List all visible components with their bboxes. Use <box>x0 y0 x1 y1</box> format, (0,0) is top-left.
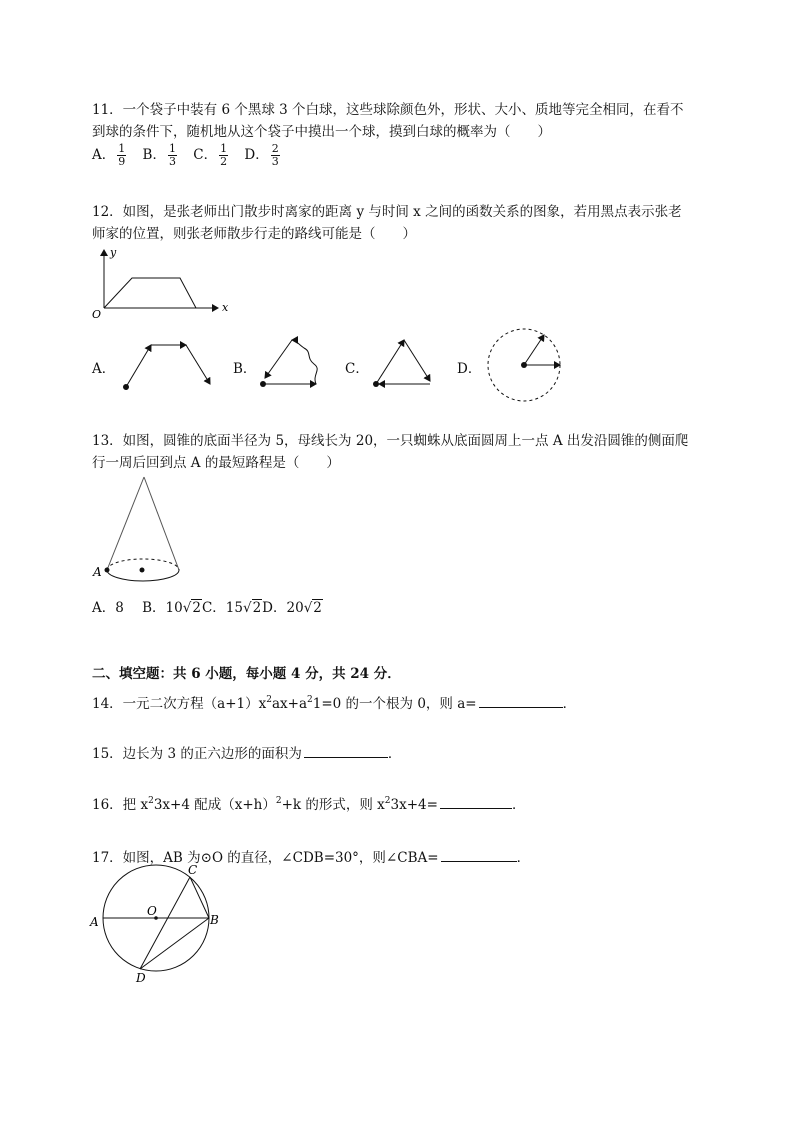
q13-line2: 行一周后回到点 A 的最短路程是（ ） <box>92 455 340 471</box>
point-a <box>105 568 110 573</box>
chord-db <box>140 918 209 969</box>
q13-option-d[interactable]: D．20√2 <box>262 600 322 616</box>
q17-circle-figure <box>88 862 224 986</box>
q12-option-d-label[interactable]: D． <box>457 361 482 377</box>
q13-option-b[interactable]: B．10√2 <box>142 600 201 616</box>
q13-line1: 13．如图，圆锥的底面半径为 5，母线长为 20，一只蜘蛛从底面圆周上一点 A 出发沿圆锥的侧面爬 <box>92 433 689 449</box>
origin-label: O <box>92 308 102 321</box>
label-a: A <box>90 915 99 929</box>
q12-option-d-route[interactable] <box>484 327 566 403</box>
q12-line1: 12．如图，是张老师出门散步时离家的距离 y 与时间 x 之间的函数关系的图象，若用黑点表示张老 <box>92 204 682 220</box>
q17: 17．如图，AB 为⊙O 的直径，∠CDB=30°，则∠CBA= ． <box>92 846 530 866</box>
q15-answer-blank[interactable] <box>304 743 388 758</box>
q16-answer-blank[interactable] <box>440 794 512 809</box>
chord-cb <box>190 877 209 918</box>
q14: 14．一元二次方程$(a+1)x^2ax+a^21=0$ 的一个根为 0，则 a= ． <box>92 695 577 712</box>
q12-option-c-route[interactable] <box>368 334 438 394</box>
label-o: O <box>147 904 157 918</box>
q11-option-b[interactable]: B． $\frac{1}{3}$ <box>142 142 176 168</box>
q17-answer-blank[interactable] <box>441 847 517 862</box>
chord-cd <box>140 877 190 969</box>
q12-option-b-route[interactable] <box>256 334 326 394</box>
q12-option-b-label[interactable]: B． <box>233 361 257 377</box>
q13-cone-figure <box>90 472 190 584</box>
q15: 15．边长为 3 的正六边形的面积为 ． <box>92 742 401 762</box>
section-2-title: 二、填空题：共 6 小题，每小题 4 分，共 24 分． <box>92 666 401 682</box>
y-axis-label: y <box>110 246 117 259</box>
q13-options <box>92 596 323 616</box>
q13-option-c[interactable]: C．15√2 <box>201 600 262 616</box>
x-axis-label: x <box>222 301 229 314</box>
q11-option-a[interactable]: A． $\frac{1}{9}$ <box>92 142 126 168</box>
q12-option-a-route[interactable] <box>118 336 218 396</box>
graph-line <box>104 278 196 308</box>
q11-line1: 11．一个袋子中装有 6 个黑球 3 个白球，这些球除颜色外，形状、大小、质地等完全相同，在看不 <box>92 102 684 118</box>
base-center <box>140 568 145 573</box>
q12-option-c-label[interactable]: C． <box>345 361 369 377</box>
point-a-label: A <box>93 565 102 579</box>
q12-distance-time-graph <box>88 244 238 324</box>
q13-option-a[interactable]: A．8 <box>92 600 124 616</box>
q16: 16．把 $x^23x+4$ 配成$(x+h)^2+k$ 的形式，则 $x^23x+4=$ ． <box>92 796 526 813</box>
q14-answer-blank[interactable] <box>479 693 563 708</box>
label-c: C <box>188 863 198 877</box>
q11-line2: 到球的条件下，随机地从这个袋子中摸出一个球，摸到白球的概率为（ ） <box>92 124 551 140</box>
label-b: B <box>210 913 219 927</box>
q11-option-d[interactable]: D． $\frac{2}{3}$ <box>244 142 279 168</box>
q12-option-a-label[interactable]: A． <box>92 361 116 377</box>
q11-options <box>92 143 282 168</box>
q11-option-c[interactable]: C． $\frac{1}{2}$ <box>193 142 228 168</box>
q12-line2: 师家的位置，则张老师散步行走的路线可能是（ ） <box>92 226 416 242</box>
label-d: D <box>136 971 146 985</box>
